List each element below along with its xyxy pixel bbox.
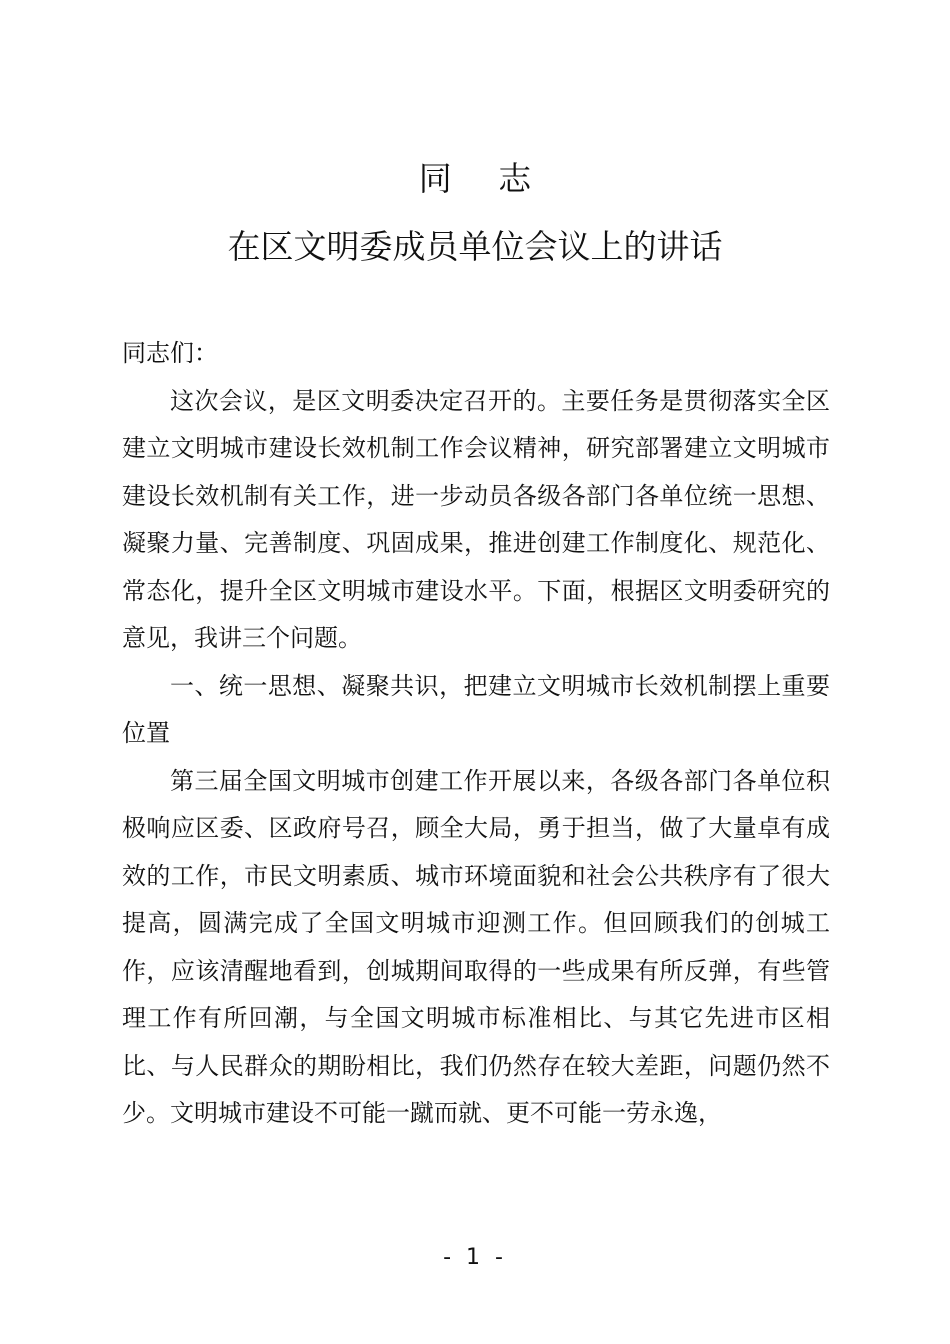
section-heading-1: 一、统一思想、凝聚共识，把建立文明城市长效机制摆上重要位置 <box>122 671 830 747</box>
page-number: - 1 - <box>443 1245 507 1270</box>
paragraph-section-1: 第三届全国文明城市创建工作开展以来，各级各部门各单位积极响应区委、区政府号召，顾全大局，勇于担当，做了大量卓有成效的工作，市民文明素质、城市环境面貌和社会公共秩序有了很大提高，圆满完成了全国文明城市迎测工作。但回顾我们的创城工作，应该清醒地看到，创城期间取得的一些成果有所反弹，有些管理工作有所回潮，与全国文明城市标准相比、与其它先进市区相比、与人民群众的期盼相比，我们仍然存在较大差距，问题仍然不少。文明城市建设不可能一蹴而就、更不可能一劳永逸， <box>122 766 830 1127</box>
speech-title: 在区文明委成员单位会议上的讲话 <box>227 227 723 266</box>
salutation: 同志们： <box>122 339 218 367</box>
speaker-title: 同 志 <box>418 159 550 198</box>
speech-body <box>122 330 830 1138</box>
paragraph-intro: 这次会议，是区文明委决定召开的。主要任务是贯彻落实全区建立文明城市建设长效机制工作会议精神，研究部署建立文明城市建设长效机制有关工作，进一步动员各级各部门各单位统一思想、凝聚力量、完善制度、巩固成果，推进创建工作制度化、规范化、常态化，提升全区文明城市建设水平。下面，根据区文明委研究的意见，我讲三个问题。 <box>122 386 830 652</box>
title-block <box>0 150 950 276</box>
